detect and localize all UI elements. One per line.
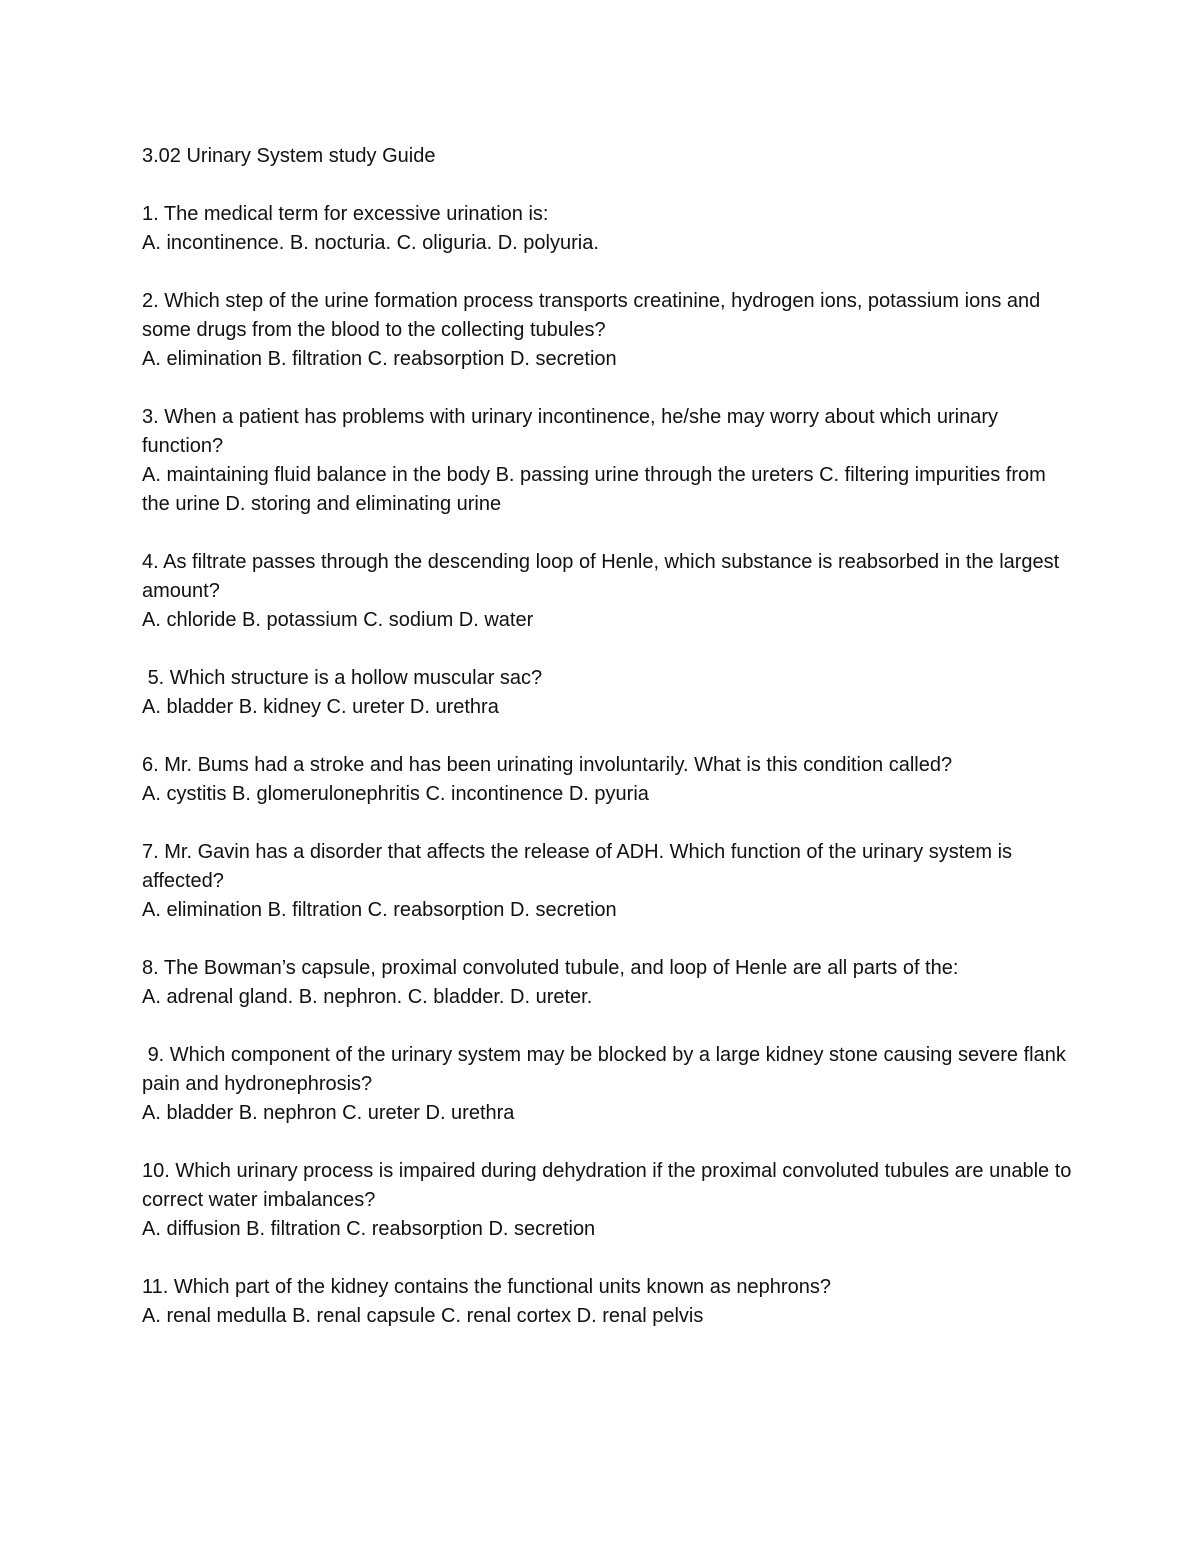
question-prompt: 2. Which step of the urine formation process transports creatinine, hydrogen ions, potassium ions and some drugs from the blood to the collecting tubules? — [142, 290, 1046, 341]
answer-options: A. bladder B. kidney C. ureter D. urethra — [142, 696, 499, 718]
question-prompt: 8. The Bowman’s capsule, proximal convoluted tubule, and loop of Henle are all parts of the: — [142, 957, 959, 979]
question-11 — [142, 1273, 1072, 1331]
question-7 — [142, 838, 1072, 925]
question-prompt: 3. When a patient has problems with urinary incontinence, he/she may worry about which urinary function? — [142, 406, 1004, 457]
question-prompt: 6. Mr. Bums had a stroke and has been urinating involuntarily. What is this condition called? — [142, 754, 953, 776]
question-prompt: 7. Mr. Gavin has a disorder that affects the release of ADH. Which function of the urinary system is affected? — [142, 841, 1018, 892]
answer-options: A. diffusion B. filtration C. reabsorption D. secretion — [142, 1218, 596, 1240]
question-prompt: 10. Which urinary process is impaired during dehydration if the proximal convoluted tubules are unable to correct water imbalances? — [142, 1160, 1077, 1211]
answer-options: A. elimination B. filtration C. reabsorption D. secretion — [142, 348, 617, 370]
answer-options: A. cystitis B. glomerulonephritis C. incontinence D. pyuria — [142, 783, 649, 805]
question-1 — [142, 200, 1072, 258]
question-prompt: 4. As filtrate passes through the descending loop of Henle, which substance is reabsorbed in the largest amount? — [142, 551, 1065, 602]
question-4 — [142, 548, 1072, 635]
question-8 — [142, 954, 1072, 1012]
answer-options: A. maintaining fluid balance in the body B. passing urine through the ureters C. filtering impurities from the urine D. storing and eliminating urine — [142, 464, 1052, 515]
answer-options: A. chloride B. potassium C. sodium D. water — [142, 609, 534, 631]
question-2 — [142, 287, 1072, 374]
question-prompt: 11. Which part of the kidney contains the functional units known as nephrons? — [142, 1276, 831, 1298]
question-3 — [142, 403, 1072, 519]
answer-options: A. bladder B. nephron C. ureter D. urethra — [142, 1102, 515, 1124]
question-prompt: 5. Which structure is a hollow muscular sac? — [142, 667, 543, 689]
question-6 — [142, 751, 1072, 809]
question-prompt: 9. Which component of the urinary system may be blocked by a large kidney stone causing severe flank pain and hydronephrosis? — [142, 1044, 1072, 1095]
document-title: 3.02 Urinary System study Guide — [142, 145, 436, 167]
question-prompt: 1. The medical term for excessive urination is: — [142, 203, 549, 225]
answer-options: A. renal medulla B. renal capsule C. renal cortex D. renal pelvis — [142, 1305, 704, 1327]
answer-options: A. elimination B. filtration C. reabsorption D. secretion — [142, 899, 617, 921]
question-9 — [142, 1041, 1072, 1128]
document-body — [142, 142, 1077, 1360]
answer-options: A. adrenal gland. B. nephron. C. bladder. D. ureter. — [142, 986, 593, 1008]
question-10 — [142, 1157, 1077, 1244]
answer-options: A. incontinence. B. nocturia. C. oliguria. D. polyuria. — [142, 232, 599, 254]
question-5 — [142, 664, 1072, 722]
